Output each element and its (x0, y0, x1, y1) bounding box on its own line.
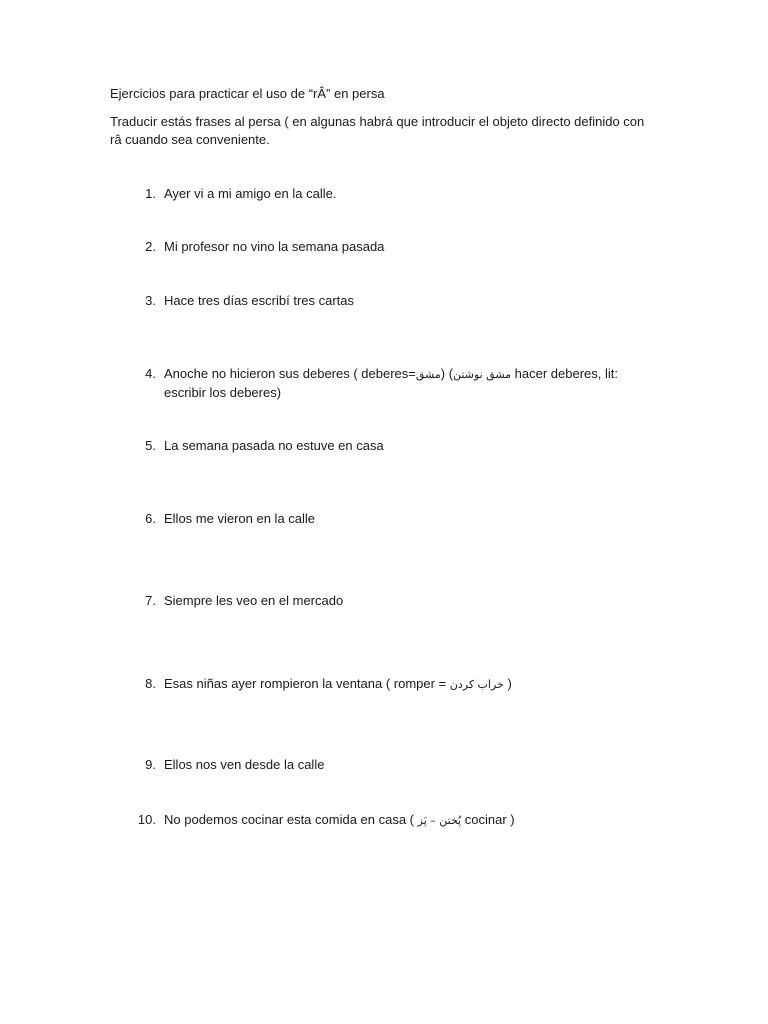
document-title: Ejercicios para practicar el uso de “rÂ” en persa (110, 86, 385, 101)
exercise-text: Ellos nos ven desde la calle (164, 757, 325, 772)
instructions-paragraph: Traducir estás frases al persa ( en algunas habrá que introducir el objeto directo definido con râ cuando sea conveniente. (110, 114, 645, 147)
exercise-item-2 (130, 238, 660, 256)
exercise-number: 3. (145, 293, 156, 308)
exercise-text: Siempre les veo en el mercado (164, 593, 344, 608)
exercise-item-6 (130, 510, 660, 528)
exercise-number: 5. (145, 438, 156, 453)
exercise-item-8 (130, 675, 660, 694)
exercise-text-mid: ) ( (440, 366, 454, 381)
persian-phrase: پُختن – پَز (417, 814, 462, 827)
exercise-number: 10. (137, 812, 156, 827)
persian-word: مشق (415, 368, 441, 381)
exercise-number: 1. (145, 186, 156, 201)
exercise-item-9 (130, 756, 660, 774)
exercise-item-4 (130, 365, 660, 402)
exercise-number: 9. (145, 757, 156, 772)
exercise-number: 4. (145, 366, 156, 381)
exercise-text-after: hacer deberes, lit: escribir los deberes) (164, 366, 619, 400)
exercise-text: Ellos me vieron en la calle (164, 511, 316, 526)
exercise-item-10 (130, 811, 660, 830)
exercise-text (164, 811, 660, 830)
exercise-text: La semana pasada no estuve en casa (164, 438, 384, 453)
exercise-number: 8. (145, 676, 156, 691)
exercise-text-before: Anoche no hicieron sus deberes ( deberes= (164, 366, 416, 381)
exercise-text-before: No podemos cocinar esta comida en casa ( (164, 812, 418, 827)
persian-phrase: خراب کردن (449, 678, 504, 691)
exercise-number: 7. (145, 593, 156, 608)
exercise-item-5 (130, 437, 660, 455)
exercise-text: Ayer vi a mi amigo en la calle. (164, 186, 337, 201)
persian-phrase: مشق نوشتن (453, 368, 512, 381)
exercise-item-1 (130, 185, 660, 203)
exercise-text: Hace tres días escribí tres cartas (164, 293, 355, 308)
exercise-text: Mi profesor no vino la semana pasada (164, 239, 385, 254)
exercise-text-before: Esas niñas ayer rompieron la ventana ( romper = (164, 676, 450, 691)
exercise-number: 2. (145, 239, 156, 254)
exercise-item-7 (130, 592, 660, 610)
exercise-text (164, 365, 660, 402)
exercise-item-3 (130, 292, 660, 310)
exercise-text-after: ) (503, 676, 512, 691)
exercise-text (164, 675, 660, 694)
exercise-number: 6. (145, 511, 156, 526)
exercise-text-after: cocinar ) (461, 812, 515, 827)
